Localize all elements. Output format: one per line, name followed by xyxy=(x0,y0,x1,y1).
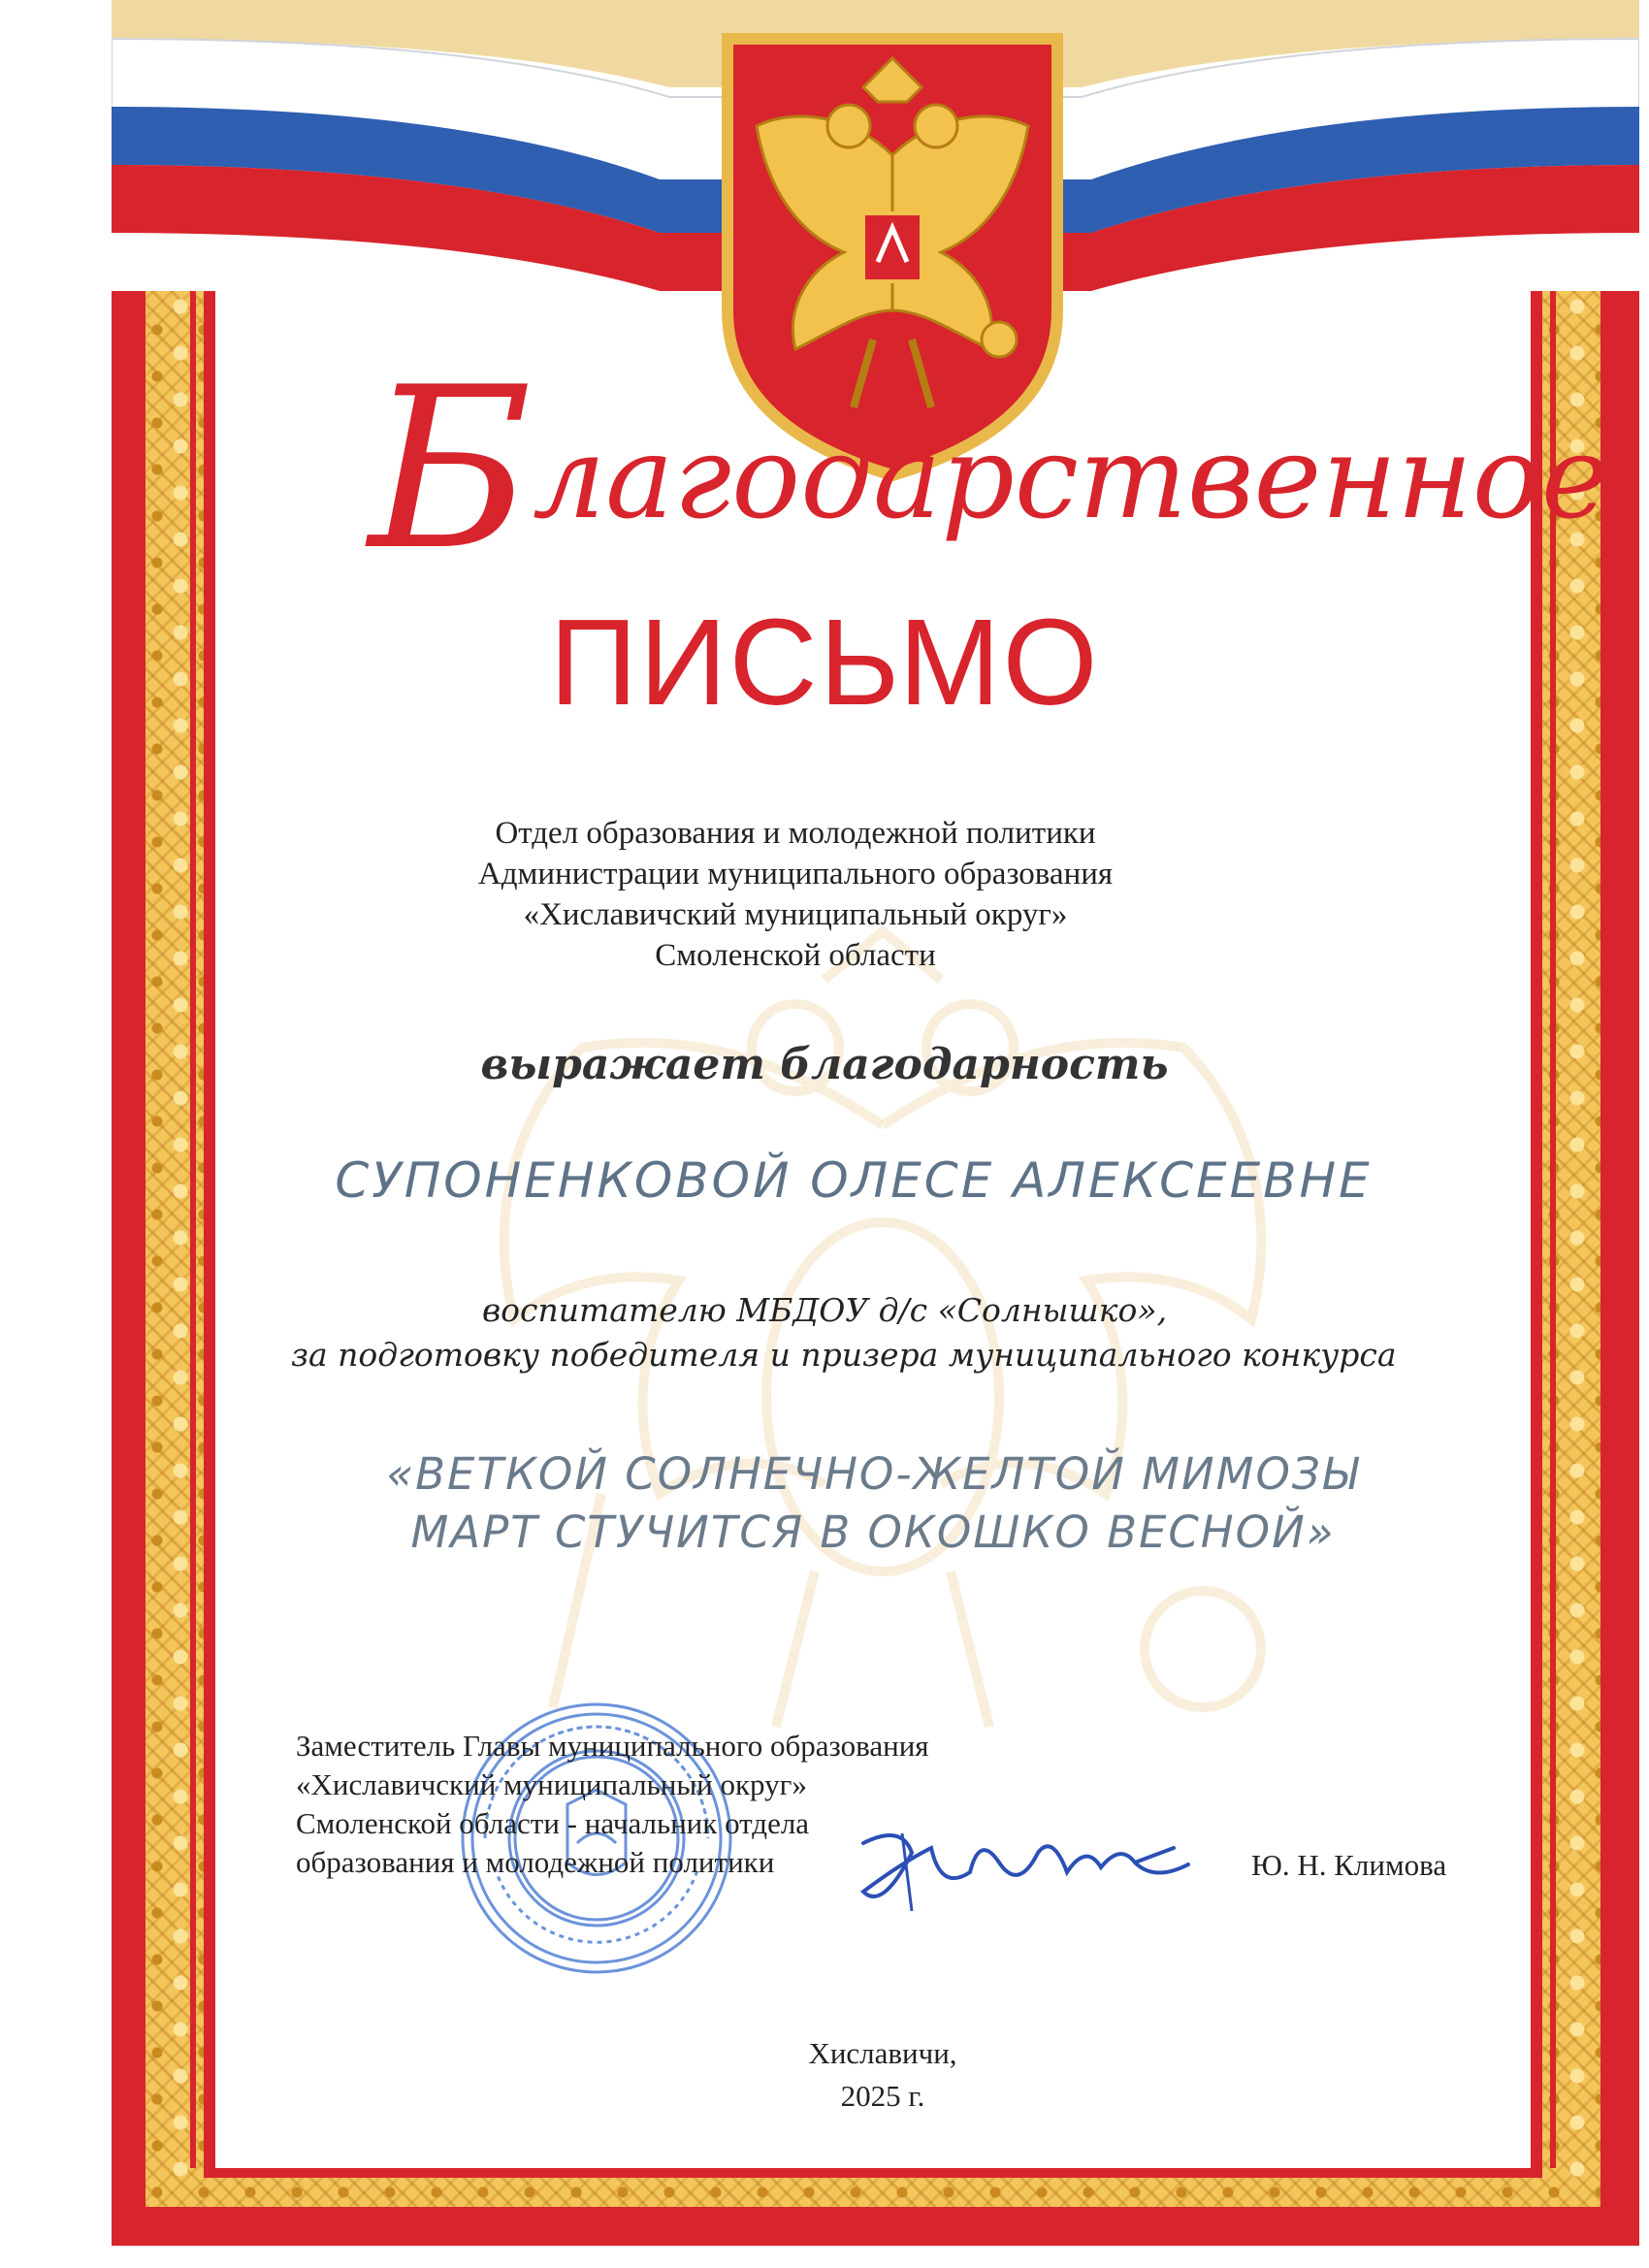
title-initial: Б xyxy=(369,340,534,599)
reason-block xyxy=(291,1288,1397,1377)
signer-line: Заместитель Главы муниципального образования xyxy=(296,1729,929,1763)
title-word: лагодарственное xyxy=(533,410,1609,544)
reason-line: воспитателю МБДОУ д/с «Солнышко», xyxy=(481,1291,1168,1329)
right-red-stripe xyxy=(1550,291,1556,2168)
issuer-line: Смоленской области xyxy=(655,938,936,973)
contest-line: «ВЕТКОЙ СОЛНЕЧНО-ЖЕЛТОЙ МИМОЗЫ xyxy=(386,1448,1360,1500)
issuer-block xyxy=(427,813,1164,976)
signer-line: образования и молодежной политики xyxy=(296,1845,775,1879)
signer-name: Ю. Н. Климова xyxy=(1251,1848,1447,1882)
recipient-name: СУПОНЕНКОВОЙ ОЛЕСЕ АЛЕКСЕЕВНЕ xyxy=(335,1152,1373,1209)
handwritten-signature-icon xyxy=(844,1804,1203,1921)
title-main: ПИСЬМО xyxy=(549,594,1100,730)
place-date-block xyxy=(757,2032,1009,2118)
place-year: 2025 г. xyxy=(840,2079,925,2113)
issuer-line: Администрации муниципального образования xyxy=(477,857,1114,891)
signer-line: «Хиславичский муниципальный округ» xyxy=(296,1767,807,1801)
reason-line: за подготовку победителя и призера муниципального конкурса xyxy=(291,1336,1397,1374)
title-script xyxy=(369,340,1609,599)
contest-line: МАРТ СТУЧИТСЯ В ОКОШКО ВЕСНОЙ» xyxy=(410,1507,1336,1558)
place-city: Хиславичи, xyxy=(808,2036,957,2070)
issuer-line: Отдел образования и молодежной политики xyxy=(495,816,1096,851)
contest-title xyxy=(291,1445,1455,1562)
signer-line: Смоленской области - начальник отдела xyxy=(296,1806,810,1840)
expresses-gratitude: выражает благодарность xyxy=(480,1040,1169,1089)
left-red-stripe xyxy=(190,291,196,2168)
issuer-line: «Хиславичский муниципальный округ» xyxy=(523,897,1068,932)
